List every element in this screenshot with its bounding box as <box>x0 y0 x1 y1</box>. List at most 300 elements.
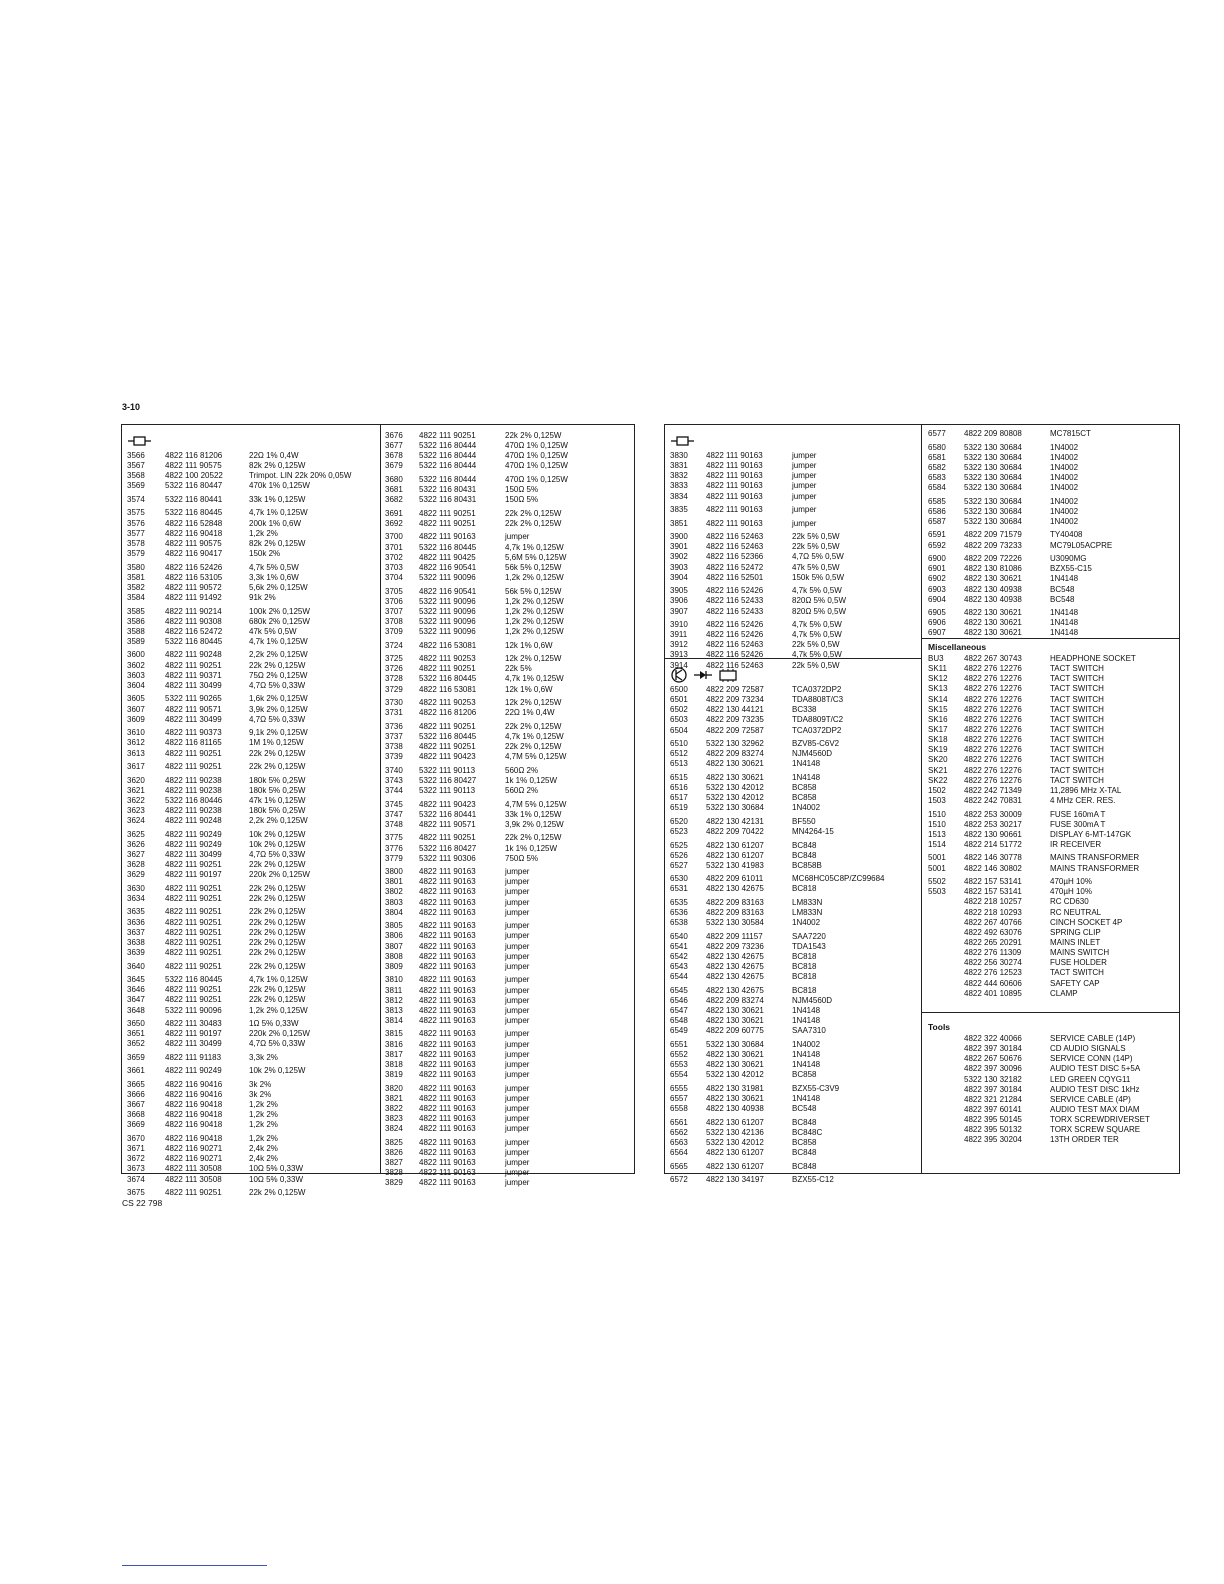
part-description: 1,2k 2% <box>249 1110 278 1120</box>
part-reference: 3580 <box>127 562 145 572</box>
parts-row <box>385 844 633 854</box>
resistor-symbol-header <box>127 431 377 451</box>
part-reference: 3725 <box>385 654 403 664</box>
parts-row <box>928 735 1178 745</box>
part-code: 4822 130 40938 <box>964 594 1022 604</box>
parts-row <box>670 630 918 640</box>
part-reference: 3817 <box>385 1049 403 1059</box>
parts-row <box>127 1144 377 1154</box>
part-reference: 3603 <box>127 670 145 680</box>
parts-row <box>385 898 633 908</box>
part-code: 4822 214 51772 <box>964 839 1022 849</box>
parts-row <box>385 786 633 796</box>
part-code: 4822 130 30621 <box>706 759 764 769</box>
parts-row <box>385 1094 633 1104</box>
part-reference: 6561 <box>670 1117 688 1127</box>
parts-row <box>385 1050 633 1060</box>
part-code: 4822 111 90251 <box>165 893 222 903</box>
part-description: BC848 <box>792 850 817 860</box>
part-reference: 6906 <box>928 618 946 628</box>
part-reference <box>928 908 964 918</box>
parts-row <box>385 1084 633 1094</box>
part-code: 5322 130 30684 <box>964 452 1022 462</box>
part-reference: 3707 <box>385 606 403 616</box>
parts-row <box>127 671 377 681</box>
diode-icon <box>694 671 712 679</box>
part-code: 4822 130 42675 <box>706 972 764 982</box>
part-reference: 6543 <box>670 962 688 972</box>
part-code: 5322 130 30684 <box>706 1040 764 1050</box>
parts-row <box>385 708 633 718</box>
part-reference: 3818 <box>385 1059 403 1069</box>
parts-row <box>127 850 377 860</box>
part-description: 56k 5% 0,125W <box>505 586 562 596</box>
parts-row <box>670 1040 918 1050</box>
parts-row <box>127 627 377 637</box>
semiconductor-symbol-header <box>670 665 918 685</box>
part-reference: 6541 <box>670 941 688 951</box>
parts-row <box>127 495 377 505</box>
part-code: 4822 130 61207 <box>706 1148 764 1158</box>
part-reference: 3568 <box>127 471 145 481</box>
part-description: BZX55-C12 <box>792 1175 834 1185</box>
part-reference: 1513 <box>928 829 946 839</box>
part-code: 4822 111 90423 <box>419 752 476 762</box>
parts-row <box>670 986 918 996</box>
part-code: 5322 130 30684 <box>964 483 1022 493</box>
part-description: BC848 <box>792 1117 817 1127</box>
parts-row <box>928 755 1178 765</box>
part-code: 4822 111 90253 <box>419 654 476 664</box>
part-reference: 3682 <box>385 495 403 505</box>
part-code: 4822 111 90214 <box>165 606 222 616</box>
part-description: 5,6k 2% 0,125W <box>249 582 308 592</box>
part-code: 4822 116 52426 <box>706 586 764 596</box>
part-code: 4822 111 90251 <box>165 948 222 958</box>
part-description: SERVICE CONN (14P) <box>1050 1054 1133 1064</box>
parts-row <box>127 728 377 738</box>
parts-row <box>385 553 633 563</box>
part-reference: 3668 <box>127 1110 145 1120</box>
parts-row <box>670 851 918 861</box>
part-reference: 3904 <box>670 572 688 582</box>
part-reference: 6591 <box>928 530 946 540</box>
column-divider <box>921 425 922 1173</box>
part-reference: 6552 <box>670 1050 688 1060</box>
part-description: 22k 2% 0,125W <box>249 961 306 971</box>
part-reference <box>928 1044 964 1054</box>
parts-row <box>928 968 1178 978</box>
part-code: 4822 256 30274 <box>964 958 1022 968</box>
part-reference: 3903 <box>670 562 688 572</box>
part-code: 4822 111 90163 <box>419 995 476 1005</box>
part-reference: SK20 <box>928 755 948 765</box>
part-description: 4 MHz CER. RES. <box>1050 795 1116 805</box>
part-description: NJM4560D <box>792 749 833 759</box>
part-code: 4822 111 90163 <box>419 1059 476 1069</box>
part-reference: 3828 <box>385 1168 403 1178</box>
part-code: 5322 116 80444 <box>419 441 477 451</box>
part-reference: 3627 <box>127 849 145 859</box>
part-code: 4822 111 90163 <box>419 1039 476 1049</box>
part-reference <box>928 1075 964 1085</box>
part-description: 180k 5% 0,25W <box>249 785 306 795</box>
parts-row <box>928 507 1178 517</box>
part-code: 4822 111 90163 <box>419 877 476 887</box>
part-description: 4,7M 5% 0,125W <box>505 752 567 762</box>
part-reference: 3730 <box>385 698 403 708</box>
parts-row <box>127 884 377 894</box>
part-code: 4822 111 90163 <box>419 887 476 897</box>
part-code: 4822 157 53141 <box>964 887 1022 897</box>
parts-row <box>670 932 918 942</box>
parts-row <box>670 996 918 1006</box>
part-description: 22k 2% 0,125W <box>505 518 562 528</box>
part-code: 4822 111 90251 <box>419 721 476 731</box>
part-code: 4822 111 90238 <box>165 806 222 816</box>
parts-row <box>928 989 1178 999</box>
part-reference: 3811 <box>385 985 403 995</box>
part-code: 4822 130 61207 <box>706 1161 764 1171</box>
part-code: 4822 395 30204 <box>964 1135 1022 1145</box>
parts-row <box>928 1135 1178 1145</box>
part-description: jumper <box>792 505 817 515</box>
part-reference: BU3 <box>928 654 944 663</box>
part-reference: 3744 <box>385 786 403 796</box>
part-code: 4822 276 12276 <box>964 755 1022 765</box>
part-description: TACT SWITCH <box>1050 704 1104 714</box>
part-reference: SK15 <box>928 704 948 714</box>
parts-row <box>385 996 633 1006</box>
part-reference: 3913 <box>670 650 688 660</box>
parts-row <box>385 519 633 529</box>
part-description: AUDIO TEST DISC 5+5A <box>1050 1064 1141 1074</box>
part-reference: 3692 <box>385 518 403 528</box>
parts-list-panel <box>664 424 1180 1185</box>
part-description: CLAMP <box>1050 988 1078 998</box>
parts-row <box>670 461 918 471</box>
part-reference: 3701 <box>385 542 403 552</box>
part-code: 4822 111 90163 <box>419 951 476 961</box>
part-description: 47k 5% 0,5W <box>249 626 297 636</box>
part-code: 4822 253 30009 <box>964 809 1022 819</box>
part-code: 4822 130 42675 <box>706 884 764 894</box>
parts-row <box>670 952 918 962</box>
part-reference: 3776 <box>385 843 403 853</box>
part-description: jumper <box>505 897 530 907</box>
part-reference: 3900 <box>670 532 688 542</box>
part-description: 2,2k 2% 0,125W <box>249 650 308 660</box>
parts-row <box>670 519 918 529</box>
part-code: 4822 276 12276 <box>964 724 1022 734</box>
part-reference: 3832 <box>670 471 688 481</box>
parts-row <box>928 541 1178 551</box>
part-description: 4,7k 1% 0,125W <box>505 674 564 684</box>
part-description: 820Ω 5% 0,5W <box>792 606 847 616</box>
part-description: 100k 2% 0,125W <box>249 606 310 616</box>
parts-row <box>928 786 1178 796</box>
part-code: 4822 111 90163 <box>419 1157 476 1167</box>
parts-row <box>127 816 377 826</box>
parts-row <box>385 607 633 617</box>
part-code: 4822 111 90238 <box>165 775 222 785</box>
parts-row <box>928 628 1178 638</box>
part-code: 4822 276 11309 <box>964 948 1022 958</box>
part-description: BC818 <box>792 972 817 982</box>
part-description: 1N4148 <box>1050 618 1079 628</box>
part-code: 4822 116 53105 <box>165 572 223 582</box>
part-description: jumper <box>505 975 530 985</box>
part-reference: 6501 <box>670 695 688 705</box>
parts-row <box>385 509 633 519</box>
part-reference: 3705 <box>385 586 403 596</box>
part-reference: 6900 <box>928 554 946 564</box>
part-description: IR RECEIVER <box>1050 839 1102 849</box>
part-code: 4822 276 12523 <box>964 968 1022 978</box>
part-code: 4822 111 90308 <box>165 616 222 626</box>
parts-row <box>385 451 633 461</box>
semiconductor-icons <box>670 666 750 684</box>
parts-row <box>670 874 918 884</box>
part-code: 4822 395 50132 <box>964 1125 1022 1135</box>
part-code: 4822 111 90251 <box>419 508 476 518</box>
part-reference: 3729 <box>385 684 403 694</box>
parts-row <box>385 752 633 762</box>
parts-row <box>670 1118 918 1128</box>
part-description: 22Ω 1% 0,4W <box>249 451 299 460</box>
part-code: 4822 146 30802 <box>964 863 1022 873</box>
part-code: 4822 276 12276 <box>964 775 1022 785</box>
part-description: LM833N <box>792 898 823 908</box>
part-code: 4822 111 90575 <box>165 538 222 548</box>
parts-row <box>928 654 1178 664</box>
part-code: 4822 111 90251 <box>165 907 222 917</box>
part-description: 1N4148 <box>792 1016 821 1026</box>
part-reference: SK21 <box>928 765 948 775</box>
part-reference: 3743 <box>385 775 403 785</box>
semiconductor-column-2 <box>928 429 1178 639</box>
part-reference: SK19 <box>928 745 948 755</box>
part-description: 2,4k 2% <box>249 1154 278 1164</box>
parts-row <box>385 1124 633 1134</box>
parts-row <box>670 715 918 725</box>
part-description: 4,7Ω 5% 0,33W <box>249 1039 306 1049</box>
parts-row <box>127 962 377 972</box>
part-description: jumper <box>505 867 530 877</box>
parts-row <box>127 694 377 704</box>
part-reference: 3640 <box>127 961 145 971</box>
part-description: 1,2k 2% <box>249 1120 278 1130</box>
parts-row <box>127 806 377 816</box>
part-description: jumper <box>505 1070 530 1080</box>
part-description: TDA8808T/C3 <box>792 695 844 705</box>
part-reference: 3680 <box>385 474 403 484</box>
part-code: 4822 130 30621 <box>964 574 1022 584</box>
parts-row <box>385 722 633 732</box>
part-description: 1N4148 <box>792 1006 821 1016</box>
part-description: 12k 1% 0,6W <box>505 684 553 694</box>
parts-row <box>385 952 633 962</box>
part-code: 4822 111 90163 <box>419 1005 476 1015</box>
part-description: 22k 2% 0,125W <box>249 907 306 917</box>
part-reference: 3676 <box>385 431 403 440</box>
part-code: 4822 116 90416 <box>165 1079 223 1089</box>
parts-row <box>127 860 377 870</box>
part-code: 5322 116 80446 <box>165 795 223 805</box>
part-description: jumper <box>505 1103 530 1113</box>
part-reference: 6517 <box>670 793 688 803</box>
part-code: 4822 116 52433 <box>706 606 764 616</box>
part-reference: 3579 <box>127 549 145 559</box>
part-description: TACT SWITCH <box>1050 684 1104 694</box>
part-reference: 3704 <box>385 573 403 582</box>
part-code: 4822 111 90163 <box>419 1168 476 1178</box>
part-reference: 6540 <box>670 931 688 941</box>
section-divider <box>921 1012 1179 1013</box>
part-code: 4822 209 73235 <box>706 715 764 725</box>
part-reference: 3600 <box>127 650 145 660</box>
part-reference: 3638 <box>127 937 145 947</box>
part-code: 4822 111 90251 <box>165 995 222 1005</box>
part-description: 22k 2% 0,125W <box>249 860 306 870</box>
part-description: 1N4002 <box>1050 462 1079 472</box>
part-reference: 3728 <box>385 674 403 684</box>
part-code: 4822 111 30499 <box>165 680 222 690</box>
part-reference: 3747 <box>385 809 403 819</box>
part-code: 4822 111 90163 <box>419 1137 476 1147</box>
part-code: 4822 116 52463 <box>706 542 764 552</box>
part-reference: SK16 <box>928 714 948 724</box>
parts-row <box>928 453 1178 463</box>
tools-title: Tools <box>928 1022 951 1032</box>
part-code: 4822 116 52463 <box>706 532 764 542</box>
part-description: 1N4148 <box>792 1060 821 1070</box>
parts-row <box>928 853 1178 863</box>
part-code: 4822 209 83163 <box>706 898 764 908</box>
part-reference: 6555 <box>670 1083 688 1093</box>
part-description: BZX55-C3V9 <box>792 1083 840 1093</box>
part-code: 4822 111 90163 <box>419 975 476 985</box>
part-code: 4822 130 30621 <box>706 1060 764 1070</box>
parts-row <box>385 641 633 651</box>
part-reference <box>928 1095 964 1105</box>
part-reference: 3800 <box>385 867 403 877</box>
part-code: 4822 111 90163 <box>419 1178 476 1188</box>
part-code: 4822 116 81165 <box>165 738 222 748</box>
parts-row <box>127 776 377 786</box>
part-reference: 6557 <box>670 1094 688 1104</box>
part-code: 4822 111 90248 <box>165 816 222 826</box>
part-reference: 3645 <box>127 975 145 985</box>
part-reference: 6510 <box>670 739 688 749</box>
part-description: jumper <box>792 481 817 491</box>
part-reference: 3628 <box>127 860 145 870</box>
part-description: 560Ω 2% <box>505 786 539 796</box>
part-description: 4,7M 5% 0,125W <box>505 799 567 809</box>
part-description: FUSE 160mA T <box>1050 809 1106 819</box>
part-description: jumper <box>505 1049 530 1059</box>
part-description: jumper <box>792 491 817 501</box>
part-reference: 6585 <box>928 496 946 506</box>
part-reference: 3902 <box>670 552 688 562</box>
part-description: BC848 <box>792 1161 817 1171</box>
part-code: 4822 276 12276 <box>964 745 1022 755</box>
part-code: 4822 276 12276 <box>964 684 1022 694</box>
part-reference: 3851 <box>670 518 688 528</box>
part-reference: 6531 <box>670 884 688 894</box>
part-description: jumper <box>505 1005 530 1015</box>
part-code: 4822 130 42131 <box>706 816 764 826</box>
part-code: 4822 116 90418 <box>165 1110 223 1120</box>
part-reference: 6500 <box>670 685 688 694</box>
part-code: 5322 116 80445 <box>165 508 223 518</box>
part-reference: 6904 <box>928 594 946 604</box>
part-reference: 6565 <box>670 1161 688 1171</box>
part-code: 4822 116 52463 <box>706 640 764 650</box>
part-description: 12k 2% 0,125W <box>505 654 562 664</box>
part-reference: 3636 <box>127 917 145 927</box>
part-code: 4822 130 30621 <box>706 772 764 782</box>
part-reference: 6563 <box>670 1138 688 1148</box>
part-code: 4822 116 52848 <box>165 518 223 528</box>
parts-row <box>670 1084 918 1094</box>
part-description: 220k 2% 0,125W <box>249 1029 310 1039</box>
part-code: 4822 111 90371 <box>165 670 222 680</box>
parts-row <box>127 1006 377 1016</box>
part-reference: 6513 <box>670 759 688 769</box>
part-description: jumper <box>505 1157 530 1167</box>
part-reference: 3805 <box>385 921 403 931</box>
part-description: 1N4002 <box>1050 516 1079 526</box>
part-code: 4822 209 80808 <box>964 429 1022 438</box>
part-description: 5,6M 5% 0,125W <box>505 552 567 562</box>
part-description: Trimpot. LIN 22k 20% 0,05W <box>249 471 352 481</box>
part-reference: 6582 <box>928 462 946 472</box>
parts-row <box>928 585 1178 595</box>
parts-row <box>928 840 1178 850</box>
part-reference: 3726 <box>385 664 403 674</box>
part-code: 4822 276 12276 <box>964 694 1022 704</box>
part-description: 9,1k 2% 0,125W <box>249 728 308 738</box>
part-description: 4,7k 5% 0,5W <box>792 620 842 630</box>
part-description: SAA7220 <box>792 931 826 941</box>
part-code: 4822 116 52463 <box>706 660 764 670</box>
part-description: U3090MG <box>1050 554 1087 564</box>
part-description: 1,6k 2% 0,125W <box>249 694 308 704</box>
parts-row <box>928 1064 1178 1074</box>
part-reference: 3678 <box>385 451 403 461</box>
part-code: 4822 111 90163 <box>419 897 476 907</box>
part-reference: 6902 <box>928 574 946 584</box>
parts-row <box>670 783 918 793</box>
part-description: 1,2k 2% <box>249 1100 278 1110</box>
part-description: jumper <box>505 995 530 1005</box>
part-code: 4822 111 91183 <box>165 1052 222 1062</box>
part-code: 4822 130 81086 <box>964 564 1022 574</box>
part-description: 3k 2% <box>249 1079 272 1089</box>
part-code: 4822 209 83163 <box>706 908 764 918</box>
part-code: 4822 276 12276 <box>964 765 1022 775</box>
parts-row <box>928 887 1178 897</box>
parts-row <box>127 681 377 691</box>
part-description: 22k 2% 0,125W <box>249 917 306 927</box>
part-code: 4822 111 30483 <box>165 1019 222 1029</box>
part-reference: 6548 <box>670 1016 688 1026</box>
part-reference: 3740 <box>385 765 403 775</box>
part-reference: 3651 <box>127 1029 145 1039</box>
parts-row <box>670 542 918 552</box>
part-reference <box>928 968 964 978</box>
